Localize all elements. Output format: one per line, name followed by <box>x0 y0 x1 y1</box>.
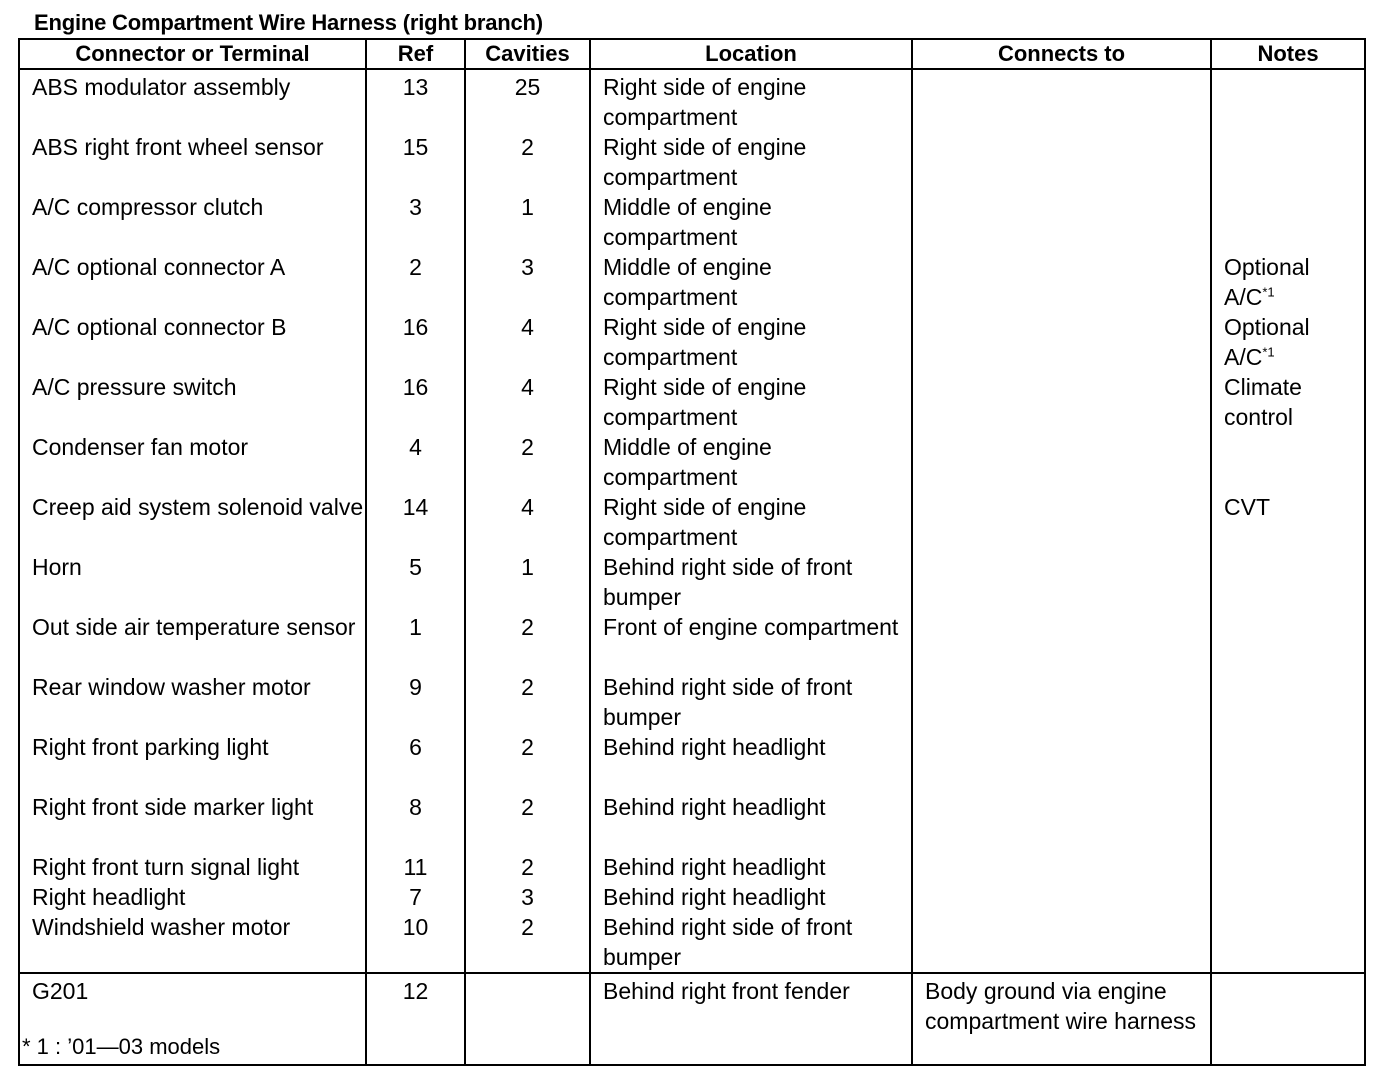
cell-cavities-text: 3 <box>521 254 534 280</box>
cell-cavities <box>465 973 590 1065</box>
cell-cavities-text: 1 <box>521 194 534 220</box>
cell-ref <box>366 132 465 192</box>
cell-connector-text: Rear window washer motor <box>32 674 311 700</box>
header-connector: Connector or Terminal <box>19 39 366 69</box>
harness-table <box>18 38 1366 1066</box>
table-row <box>19 492 1365 552</box>
cell-cavities-text: 2 <box>521 674 534 700</box>
cell-notes-text: Climate control <box>1224 374 1302 430</box>
cell-notes <box>1211 312 1365 372</box>
table-row <box>19 432 1365 492</box>
cell-connects-to <box>912 552 1211 612</box>
cell-location-text: Middle of engine compartment <box>603 254 772 310</box>
table-row <box>19 192 1365 252</box>
header-notes: Notes <box>1211 39 1365 69</box>
cell-connector-text: Windshield washer motor <box>32 914 291 940</box>
cell-connector <box>19 852 366 882</box>
cell-cavities <box>465 132 590 192</box>
cell-ref <box>366 732 465 792</box>
cell-connects-to <box>912 372 1211 432</box>
cell-connects-to <box>912 492 1211 552</box>
cell-notes <box>1211 973 1365 1065</box>
cell-ref-text: 16 <box>402 374 429 400</box>
cell-notes <box>1211 852 1365 882</box>
cell-connects-to <box>912 973 1211 1065</box>
cell-connector <box>19 312 366 372</box>
cell-ref <box>366 852 465 882</box>
cell-location <box>590 852 912 882</box>
cell-notes <box>1211 492 1365 552</box>
table-row <box>19 672 1365 732</box>
cell-location <box>590 492 912 552</box>
cell-connector <box>19 372 366 432</box>
footnote-marker: *1 <box>1262 344 1275 360</box>
cell-connector-text: ABS modulator assembly <box>32 74 291 100</box>
cell-connector-text: A/C compressor clutch <box>32 194 264 220</box>
cell-location <box>590 732 912 792</box>
cell-ref <box>366 432 465 492</box>
cell-ref <box>366 612 465 672</box>
cell-location <box>590 612 912 672</box>
cell-cavities-text: 4 <box>521 374 534 400</box>
table-row <box>19 69 1365 132</box>
table-row <box>19 312 1365 372</box>
cell-ref-text: 8 <box>409 794 422 820</box>
cell-notes <box>1211 552 1365 612</box>
cell-connects-to <box>912 192 1211 252</box>
cell-cavities <box>465 792 590 852</box>
table-row <box>19 792 1365 852</box>
cell-cavities <box>465 492 590 552</box>
cell-connector-text: Right front parking light <box>32 734 269 760</box>
cell-connector <box>19 132 366 192</box>
cell-location <box>590 672 912 732</box>
cell-notes <box>1211 432 1365 492</box>
cell-notes <box>1211 192 1365 252</box>
cell-ref <box>366 552 465 612</box>
cell-cavities <box>465 192 590 252</box>
cell-location <box>590 552 912 612</box>
cell-notes <box>1211 372 1365 432</box>
cell-cavities-text: 1 <box>521 554 534 580</box>
cell-location-text: Behind right headlight <box>603 734 826 760</box>
footnote: * 1 : ’01—03 models <box>22 1034 221 1059</box>
cell-location-text: Behind right side of front bumper <box>603 554 853 610</box>
cell-ref-text: 7 <box>409 884 422 910</box>
cell-location-text: Middle of engine compartment <box>603 434 772 490</box>
cell-connector-text: A/C optional connector A <box>32 254 286 280</box>
cell-notes <box>1211 792 1365 852</box>
cell-location-text: Behind right side of front bumper <box>603 674 853 730</box>
cell-location-text: Behind right side of front bumper <box>603 914 853 970</box>
cell-ref <box>366 792 465 852</box>
header-row <box>19 39 1365 69</box>
cell-connector-text: G201 <box>32 978 89 1004</box>
cell-location-text: Behind right headlight <box>603 794 826 820</box>
cell-connects-to <box>912 252 1211 312</box>
cell-connects-to <box>912 912 1211 973</box>
table-body <box>19 69 1365 1065</box>
cell-cavities <box>465 372 590 432</box>
cell-location-text: Behind right front fender <box>603 978 850 1004</box>
cell-location-text: Right side of engine compartment <box>603 314 807 370</box>
cell-connector <box>19 882 366 912</box>
cell-connects-to <box>912 852 1211 882</box>
cell-notes <box>1211 882 1365 912</box>
cell-location <box>590 372 912 432</box>
cell-cavities-text: 4 <box>521 314 534 340</box>
cell-cavities-text: 2 <box>521 134 534 160</box>
cell-ref-text: 3 <box>409 194 422 220</box>
cell-cavities-text: 2 <box>521 434 534 460</box>
cell-cavities-text: 2 <box>521 854 534 880</box>
cell-cavities <box>465 252 590 312</box>
cell-ref-text: 9 <box>409 674 422 700</box>
cell-cavities <box>465 552 590 612</box>
cell-notes-text: CVT <box>1224 494 1270 520</box>
cell-location-text: Behind right headlight <box>603 884 826 910</box>
cell-ref <box>366 372 465 432</box>
cell-location <box>590 432 912 492</box>
cell-location-text: Middle of engine compartment <box>603 194 772 250</box>
cell-connects-to <box>912 792 1211 852</box>
cell-cavities <box>465 312 590 372</box>
cell-location-text: Front of engine compartment <box>603 614 899 640</box>
cell-location <box>590 192 912 252</box>
header-cavities: Cavities <box>465 39 590 69</box>
cell-connector-text: Right front turn signal light <box>32 854 300 880</box>
cell-location <box>590 132 912 192</box>
cell-cavities-text: 2 <box>521 614 534 640</box>
cell-ref-text: 12 <box>402 978 429 1004</box>
cell-connects-to <box>912 69 1211 132</box>
cell-ref <box>366 69 465 132</box>
cell-notes <box>1211 132 1365 192</box>
cell-connector-text: Out side air temperature sensor <box>32 614 356 640</box>
cell-cavities <box>465 912 590 973</box>
cell-notes <box>1211 612 1365 672</box>
cell-connector-text: A/C optional connector B <box>32 314 287 340</box>
cell-notes <box>1211 69 1365 132</box>
cell-ref-text: 5 <box>409 554 422 580</box>
cell-ref <box>366 973 465 1065</box>
cell-connector <box>19 732 366 792</box>
cell-location <box>590 912 912 973</box>
cell-location-text: Right side of engine compartment <box>603 134 807 190</box>
cell-cavities-text: 4 <box>521 494 534 520</box>
cell-ref <box>366 312 465 372</box>
cell-cavities <box>465 672 590 732</box>
cell-connector-text: Horn <box>32 554 82 580</box>
cell-connector <box>19 252 366 312</box>
cell-connector-text: Right front side marker light <box>32 794 314 820</box>
cell-location-text: Right side of engine compartment <box>603 494 807 550</box>
cell-connects-to <box>912 612 1211 672</box>
cell-connector-text: ABS right front wheel sensor <box>32 134 324 160</box>
table-row <box>19 852 1365 882</box>
cell-connector <box>19 912 366 973</box>
table-row <box>19 132 1365 192</box>
cell-connector-text: Right headlight <box>32 884 186 910</box>
cell-ref-text: 2 <box>409 254 422 280</box>
table-row <box>19 552 1365 612</box>
table-row <box>19 732 1365 792</box>
cell-notes <box>1211 672 1365 732</box>
cell-notes <box>1211 252 1365 312</box>
cell-ref-text: 11 <box>403 854 428 880</box>
cell-connector <box>19 69 366 132</box>
cell-cavities <box>465 612 590 672</box>
cell-notes <box>1211 912 1365 973</box>
cell-connector <box>19 432 366 492</box>
cell-connects-to <box>912 432 1211 492</box>
cell-notes-text: Optional A/C <box>1224 254 1310 310</box>
cell-connects-to <box>912 732 1211 792</box>
cell-location <box>590 882 912 912</box>
cell-connector-text: Condenser fan motor <box>32 434 249 460</box>
cell-connects-to <box>912 312 1211 372</box>
cell-ref <box>366 672 465 732</box>
cell-ref <box>366 912 465 973</box>
cell-ref-text: 1 <box>409 614 422 640</box>
cell-connector-text: A/C pressure switch <box>32 374 237 400</box>
cell-ref-text: 4 <box>409 434 422 460</box>
cell-ref <box>366 492 465 552</box>
cell-connector <box>19 792 366 852</box>
cell-connects-to <box>912 132 1211 192</box>
cell-cavities <box>465 882 590 912</box>
cell-location <box>590 69 912 132</box>
header-ref: Ref <box>366 39 465 69</box>
cell-cavities-text: 25 <box>514 74 541 100</box>
table-row <box>19 252 1365 312</box>
cell-connects-to-text: Body ground via engine compartment wire harness <box>925 978 1196 1034</box>
cell-ref-text: 15 <box>402 134 429 160</box>
header-location: Location <box>590 39 912 69</box>
cell-location <box>590 792 912 852</box>
cell-ref-text: 16 <box>402 314 429 340</box>
cell-cavities-text: 2 <box>521 914 534 940</box>
cell-location <box>590 312 912 372</box>
cell-cavities-text: 2 <box>521 734 534 760</box>
cell-connects-to <box>912 882 1211 912</box>
cell-ref-text: 6 <box>409 734 422 760</box>
cell-ref <box>366 882 465 912</box>
cell-ref-text: 13 <box>402 74 429 100</box>
table-row <box>19 612 1365 672</box>
cell-connector <box>19 672 366 732</box>
cell-cavities-text: 3 <box>521 884 534 910</box>
cell-cavities <box>465 732 590 792</box>
cell-cavities <box>465 432 590 492</box>
footnote-marker: *1 <box>1262 284 1275 300</box>
cell-cavities <box>465 69 590 132</box>
cell-ref <box>366 252 465 312</box>
cell-cavities-text: 2 <box>521 794 534 820</box>
cell-connector <box>19 492 366 552</box>
cell-connector <box>19 192 366 252</box>
table-row <box>19 882 1365 912</box>
cell-location-text: Right side of engine compartment <box>603 374 807 430</box>
ground-row <box>19 973 1365 1065</box>
cell-connector <box>19 552 366 612</box>
cell-location-text: Behind right headlight <box>603 854 826 880</box>
cell-ref-text: 14 <box>402 494 429 520</box>
cell-location-text: Right side of engine compartment <box>603 74 807 130</box>
table-row <box>19 912 1365 973</box>
cell-connector-text: Creep aid system solenoid valve <box>32 494 364 520</box>
table-row <box>19 372 1365 432</box>
cell-notes-text: Optional A/C <box>1224 314 1310 370</box>
cell-connects-to <box>912 672 1211 732</box>
cell-location <box>590 252 912 312</box>
cell-ref <box>366 192 465 252</box>
cell-ref-text: 10 <box>402 914 429 940</box>
cell-cavities <box>465 852 590 882</box>
cell-location <box>590 973 912 1065</box>
page-title: Engine Compartment Wire Harness (right branch) <box>34 10 543 35</box>
cell-notes <box>1211 732 1365 792</box>
header-connects-to: Connects to <box>912 39 1211 69</box>
cell-connector <box>19 612 366 672</box>
